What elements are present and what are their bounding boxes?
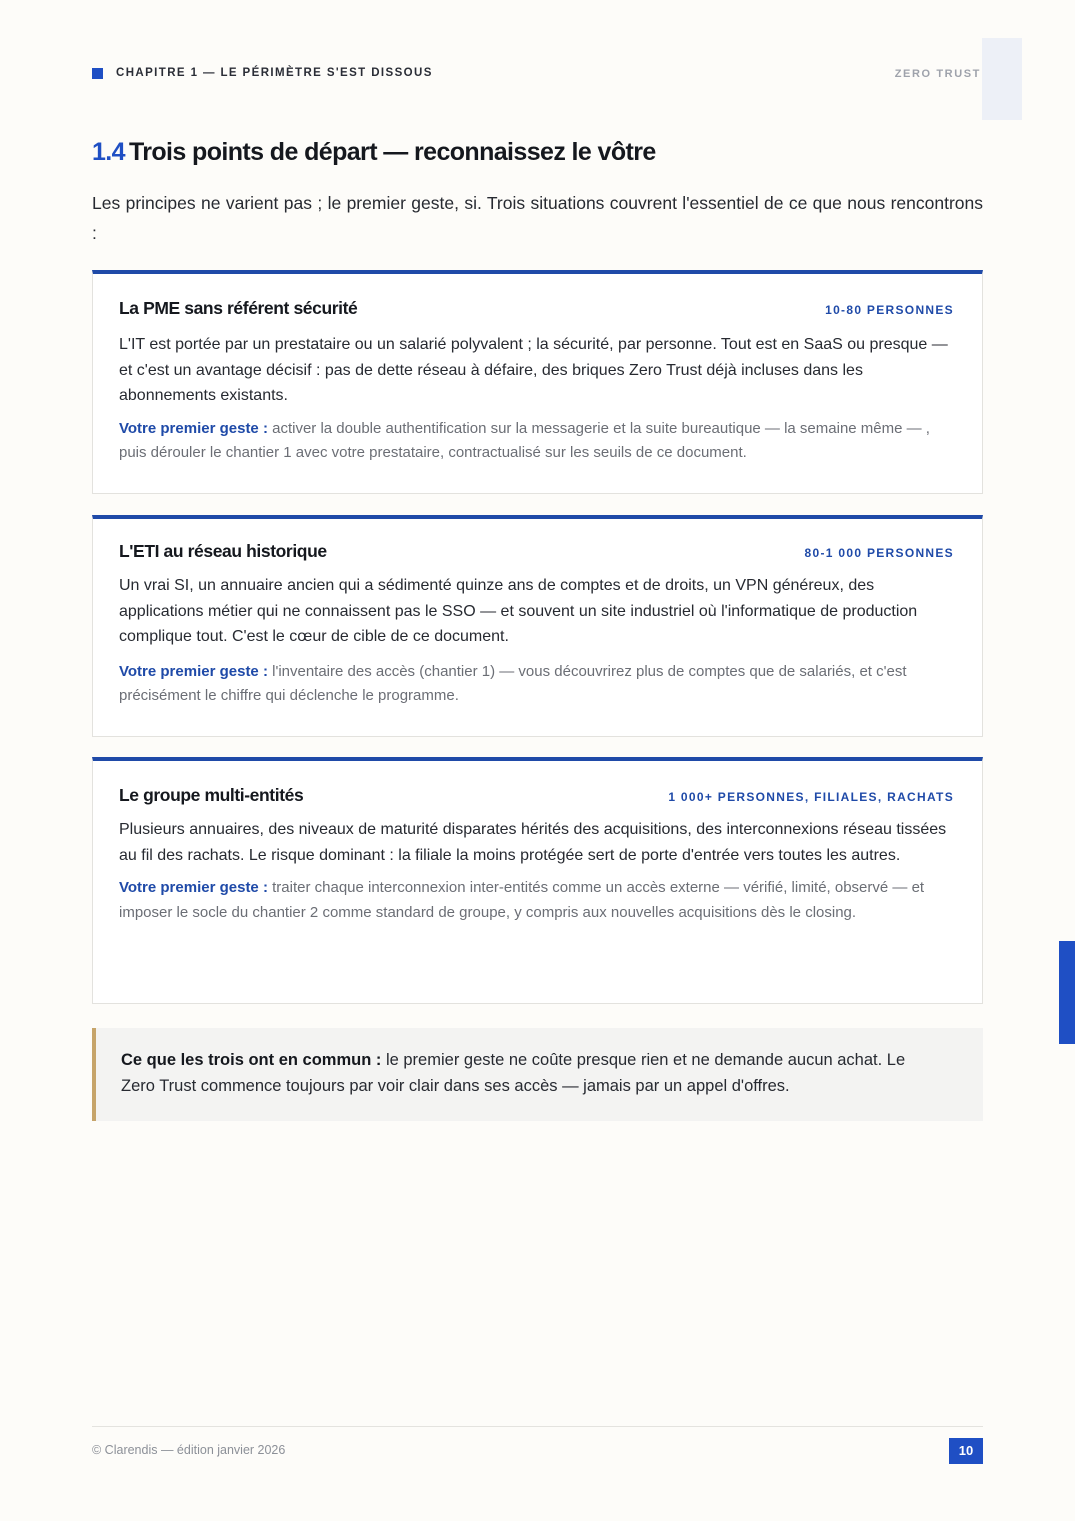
chapter-side-tab	[1059, 941, 1075, 1044]
common-point-callout	[92, 1028, 983, 1121]
scenario-card-eti	[92, 515, 983, 737]
chapter-number-decoration	[982, 38, 1022, 120]
card-title: La PME sans référent sécurité	[119, 298, 358, 318]
running-header-chapter: CHAPITRE 1 — LE PÉRIMÈTRE S'EST DISSOUS	[116, 67, 433, 79]
card-size-tag: 80-1 000 PERSONNES	[804, 546, 954, 560]
card-size-tag: 10-80 PERSONNES	[825, 303, 954, 317]
card-body: Un vrai SI, un annuaire ancien qui a sédimenté quinze ans de comptes et de droits, un VPN généreux, des applications métier qui ne connaissent pas le SSO — et souvent un site industriel où l'informatique de production complique tout. C'est le cœur de cible de ce document.	[119, 577, 918, 645]
first-step-label: Votre premier geste :	[119, 419, 268, 437]
first-step-label: Votre premier geste :	[119, 879, 268, 896]
first-step-text: traiter chaque interconnexion inter-entités comme un accès externe — vérifié, limité, observé — et imposer le socle du chantier 2 comme standard de groupe, y compris aux nouvelles acquisitions dès le closing.	[119, 879, 925, 921]
card-header	[119, 785, 954, 815]
card-title: L'ETI au réseau historique	[119, 541, 327, 561]
callout-label: Ce que les trois ont en commun :	[121, 1051, 382, 1069]
first-step-text: l'inventaire des accès (chantier 1) — vous découvrirez plus de comptes que de salariés, et c'est précisément le chiffre qui déclenche le programme.	[119, 662, 907, 704]
card-size-tag: 1 000+ PERSONNES, FILIALES, RACHATS	[668, 790, 954, 804]
scenario-card-pme	[92, 270, 983, 494]
footer-divider	[92, 1426, 983, 1427]
card-first-step	[119, 660, 954, 709]
card-header	[119, 541, 954, 571]
section-title	[92, 138, 656, 167]
card-body: L'IT est portée par un prestataire ou un salarié polyvalent ; la sécurité, par personne. Tout est en SaaS ou presque — et c'est un avantage décisif : pas de dette réseau à défaire, des briques Zero Trust déjà incluses dans les abonnements existants.	[119, 336, 948, 404]
first-step-text: activer la double authentification sur la messagerie et la suite bureautique — la semaine même — , puis dérouler le chantier 1 avec votre prestataire, contractualisé sur les seuils de ce document.	[119, 419, 930, 461]
footer-copyright: © Clarendis — édition janvier 2026	[92, 1443, 286, 1457]
card-first-step	[119, 876, 954, 925]
section-number: 1.4	[92, 138, 125, 166]
callout-text: le premier geste ne coûte presque rien et ne demande aucun achat. Le Zero Trust commence toujours par voir clair dans ses accès — jamais par un appel d'offres.	[121, 1051, 906, 1095]
section-intro: Les principes ne varient pas ; le premier geste, si. Trois situations couvrent l'essentiel de ce que nous rencontrons :	[92, 193, 983, 243]
card-title: Le groupe multi-entités	[119, 785, 304, 805]
page-number-badge: 10	[949, 1438, 983, 1464]
section-title-text: Trois points de départ — reconnaissez le vôtre	[128, 138, 656, 166]
card-body: Plusieurs annuaires, des niveaux de maturité disparates hérités des acquisitions, des interconnexions réseau tissées au fil des rachats. Le risque dominant : la filiale la moins protégée sert de porte d'entrée vers toutes les autres.	[119, 821, 947, 864]
first-step-label: Votre premier geste :	[119, 662, 268, 680]
card-header	[119, 298, 954, 328]
running-header-doc-label: ZERO TRUST	[894, 68, 981, 80]
scenario-card-groupe	[92, 757, 983, 1004]
chapter-marker-icon	[92, 68, 103, 79]
card-first-step	[119, 417, 954, 466]
